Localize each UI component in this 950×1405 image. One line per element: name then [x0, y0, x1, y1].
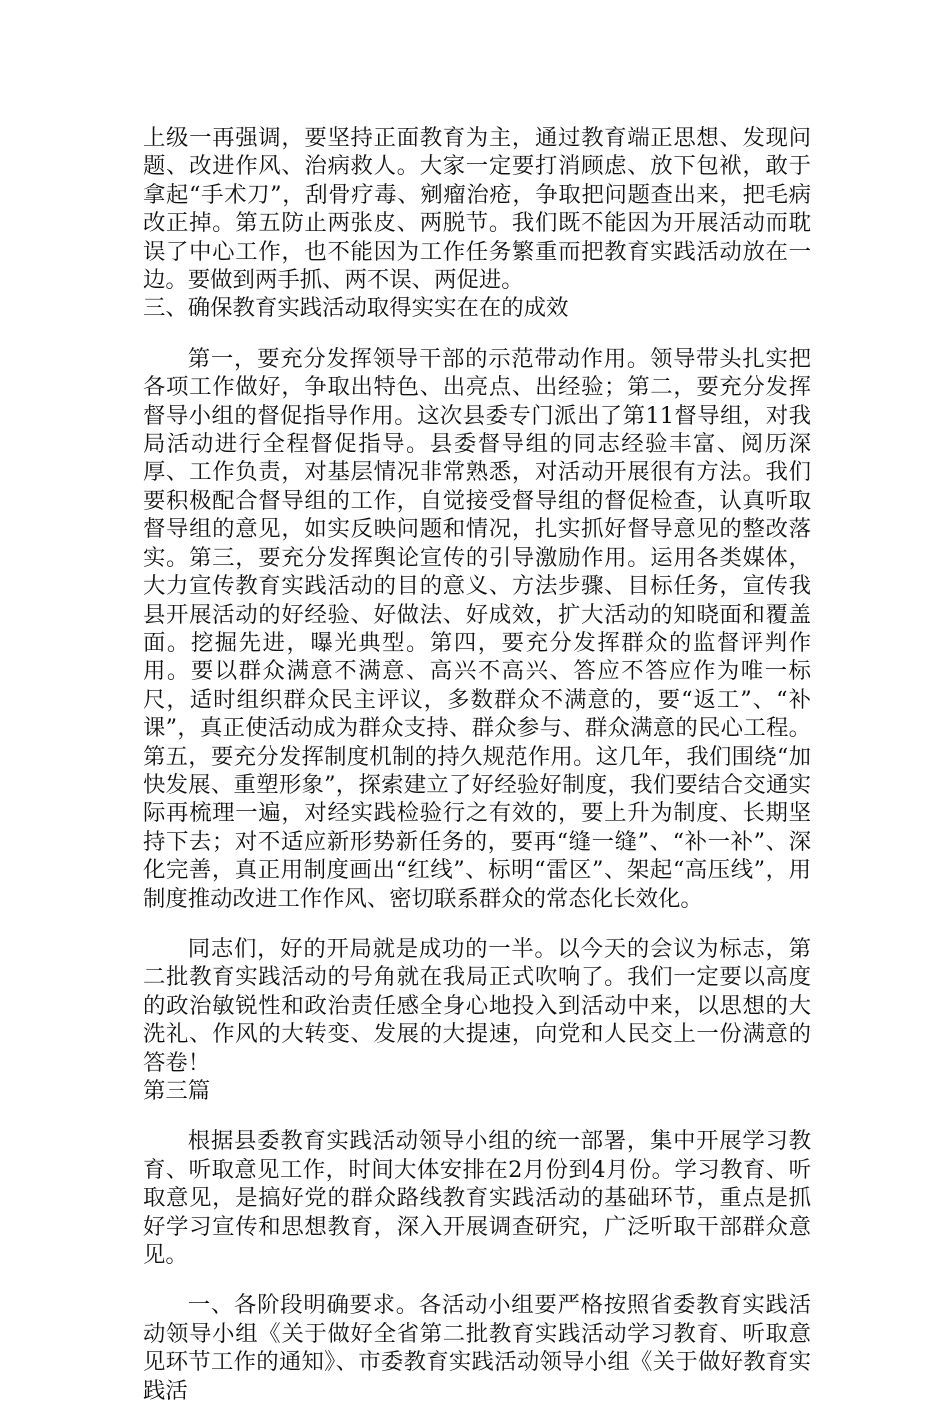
chapter-title: 第三篇: [143, 1078, 211, 1104]
paragraph-3: 同志们，好的开局就是成功的一半。以今天的会议为标志，第二批教育实践活动的号角就在我局正式吹响了。我们一定要以高度的政治敏锐性和政治责任感全身心地投入到活动中来，以思想的大洗礼、作风的大转变、发展的大提速，向党和人民交上一份满意的答卷！: [143, 935, 811, 1076]
paragraph-4: 根据县委教育实践活动领导小组的统一部署，集中开展学习教育、听取意见工作，时间大体安排在2月份到4月份。学习教育、听取意见，是搞好党的群众路线教育实践活动的基础环节，重点是抓好学习宣传和思想教育，深入开展调查研究，广泛听取干部群众意见。: [143, 1128, 811, 1269]
paragraph-1: 上级一再强调，要坚持正面教育为主，通过教育端正思想、发现问题、改进作风、治病救人。大家一定要打消顾虑、放下包袱，敢于拿起“手术刀”，刮骨疗毒、剜瘤治疮，争取把问题查出来，把毛病改正掉。第五防止两张皮、两脱节。我们既不能因为开展活动而耽误了中心工作，也不能因为工作任务繁重而把教育实践活动放在一边。要做到两手抓、两不误、两促进。: [143, 125, 811, 294]
document-page: [143, 124, 811, 1405]
paragraph-2: 第一，要充分发挥领导干部的示范带动作用。领导带头扎实把各项工作做好，争取出特色、出亮点、出经验；第二，要充分发挥督导小组的督促指导作用。这次县委专门派出了第11督导组，对我局活动进行全程督促指导。县委督导组的同志经验丰富、阅历深厚、工作负责，对基层情况非常熟悉，对活动开展很有方法。我们要积极配合督导组的工作，自觉接受督导组的督促检查，认真听取督导组的意见，如实反映问题和情况，扎实抓好督导意见的整改落实。第三，要充分发挥舆论宣传的引导激励作用。运用各类媒体，大力宣传教育实践活动的目的意义、方法步骤、目标任务，宣传我县开展活动的好经验、好做法、好成效，扩大活动的知晓面和覆盖面。挖掘先进，曝光典型。第四，要充分发挥群众的监督评判作用。要以群众满意不满意、高兴不高兴、答应不答应作为唯一标尺，适时组织群众民主评议，多数群众不满意的，要“返工”、“补课”，真正使活动成为群众支持、群众参与、群众满意的民心工程。第五，要充分发挥制度机制的持久规范作用。这几年，我们围绕“加快发展、重塑形象”，探索建立了好经验好制度，我们要结合交通实际再梳理一遍，对经实践检验行之有效的，要上升为制度、长期坚持下去；对不适应新形势新任务的，要再“缝一缝”、“补一补”、深化完善，真正用制度画出“红线”、标明“雷区”、架起“高压线”，用制度推动改进工作作风、密切联系群众的常态化长效化。: [143, 345, 811, 912]
section-heading-3: 三、确保教育实践活动取得实实在在的成效: [143, 295, 569, 322]
paragraph-5: 一、各阶段明确要求。各活动小组要严格按照省委教育实践活动领导小组《关于做好全省第二批教育实践活动学习教育、听取意见环节工作的通知》、市委教育实践活动领导小组《关于做好教育实践活: [143, 1292, 811, 1404]
